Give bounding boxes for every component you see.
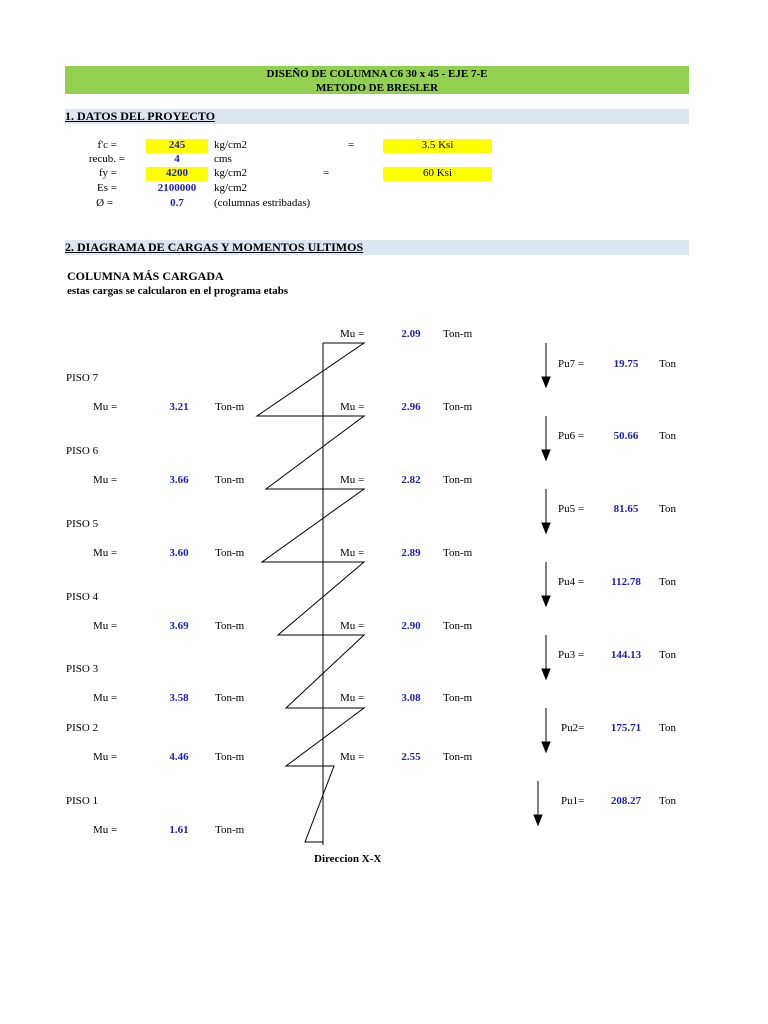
fy-ksi-value: 60 Ksi [422,167,453,179]
mu-label: Mu = [93,401,118,413]
etabs-note: estas cargas se calcularon en el programa etabs [67,285,289,297]
mu-label: Mu = [93,547,118,559]
mu-unit: Ton-m [215,620,245,632]
section-project-data-title: 1. DATOS DEL PROYECTO [65,109,689,124]
mu-left-value: 1.61 [169,824,189,836]
mu-right-value: 3.08 [401,692,421,704]
mu-right-value: 2.96 [401,401,421,413]
mu-left-value: 3.60 [169,547,189,559]
mu-unit: Ton-m [215,751,245,763]
pu-label: Pu5 = [558,503,585,515]
fy-value: 4200 [166,167,188,179]
mu-label: Mu = [340,547,365,559]
mu-label: Mu = [340,751,365,763]
floor-label: PISO 7 [66,372,99,384]
phi-label: Ø = [96,197,113,209]
pu-value: 208.27 [610,795,642,807]
pu-unit: Ton [659,503,676,515]
fy-unit: kg/cm2 [214,167,247,179]
pu-label: Pu6 = [558,430,585,442]
mu-unit: Ton-m [215,692,245,704]
mu-left-value: 3.66 [169,474,189,486]
pu-value: 50.66 [613,430,639,442]
mu-label: Mu = [340,328,365,340]
mu-top-value: 2.09 [401,328,421,340]
recub-value: 4 [174,153,180,165]
mu-right-value: 2.82 [401,474,421,486]
fc-label: f'c = [97,139,117,151]
recub-unit: cms [214,153,232,165]
pu-value: 144.13 [610,649,642,661]
phi-value: 0.7 [170,197,184,209]
fc-equals: = [348,139,355,151]
pu-value: 81.65 [613,503,639,515]
direction-label: Direccion X-X [314,853,382,865]
pu-unit: Ton [659,358,676,370]
floor-label: PISO 5 [66,518,99,530]
es-value: 2100000 [157,182,197,194]
section-loads-title: 2. DIAGRAMA DE CARGAS Y MOMENTOS ULTIMOS [65,240,689,255]
mu-label: Mu = [93,692,118,704]
mu-unit: Ton-m [443,692,473,704]
pu-unit: Ton [659,722,676,734]
phi-note: (columnas estribadas) [214,197,311,209]
pu-unit: Ton [659,430,676,442]
mu-left-value: 3.69 [169,620,189,632]
es-label: Es = [97,182,117,194]
fc-ksi-value: 3.5 Ksi [421,139,454,151]
mu-left-value: 3.21 [169,401,189,413]
pu-label: Pu2= [561,722,585,734]
pu-value: 19.75 [613,358,639,370]
mu-unit: Ton-m [215,401,245,413]
mu-unit: Ton-m [215,824,245,836]
mu-label: Mu = [93,620,118,632]
mu-label: Mu = [93,824,118,836]
mu-label: Mu = [93,474,118,486]
mu-label: Mu = [340,401,365,413]
moment-zigzag [257,343,364,842]
pu-label: Pu7 = [558,358,585,370]
pu-value: 112.78 [611,576,641,588]
mu-unit: Ton-m [443,751,473,763]
mu-unit: Ton-m [443,328,473,340]
fy-equals: = [323,167,330,179]
mu-unit: Ton-m [443,474,473,486]
header-subtitle: METODO DE BRESLER [315,82,439,94]
recub-label: recub. = [88,153,125,165]
load-arrows [534,343,550,825]
pu-label: Pu4 = [558,576,585,588]
mu-left-value: 3.58 [169,692,189,704]
mu-right-value: 2.89 [401,547,421,559]
pu-unit: Ton [659,649,676,661]
floor-label: PISO 2 [66,722,99,734]
fc-value: 245 [168,139,186,151]
mu-unit: Ton-m [215,547,245,559]
pu-label: Pu3 = [558,649,585,661]
es-unit: kg/cm2 [214,182,247,194]
fc-unit: kg/cm2 [214,139,247,151]
mu-label: Mu = [93,751,118,763]
pu-value: 175.71 [610,722,642,734]
mu-label: Mu = [340,620,365,632]
floor-label: PISO 4 [66,591,99,603]
most-loaded-column-title: COLUMNA MÁS CARGADA [67,269,224,283]
floor-label: PISO 6 [66,445,99,457]
mu-unit: Ton-m [443,620,473,632]
mu-label: Mu = [340,692,365,704]
header-title: DISEÑO DE COLUMNA C6 30 x 45 - EJE 7-E [266,68,488,80]
floor-label: PISO 3 [66,663,99,675]
fy-label: fy = [98,167,117,179]
mu-right-value: 2.90 [401,620,421,632]
mu-unit: Ton-m [443,401,473,413]
mu-left-value: 4.46 [169,751,189,763]
pu-unit: Ton [659,795,676,807]
mu-right-value: 2.55 [401,751,421,763]
mu-label: Mu = [340,474,365,486]
floor-label: PISO 1 [66,795,99,807]
pu-unit: Ton [659,576,676,588]
mu-unit: Ton-m [215,474,245,486]
mu-unit: Ton-m [443,547,473,559]
pu-label: Pu1= [561,795,585,807]
